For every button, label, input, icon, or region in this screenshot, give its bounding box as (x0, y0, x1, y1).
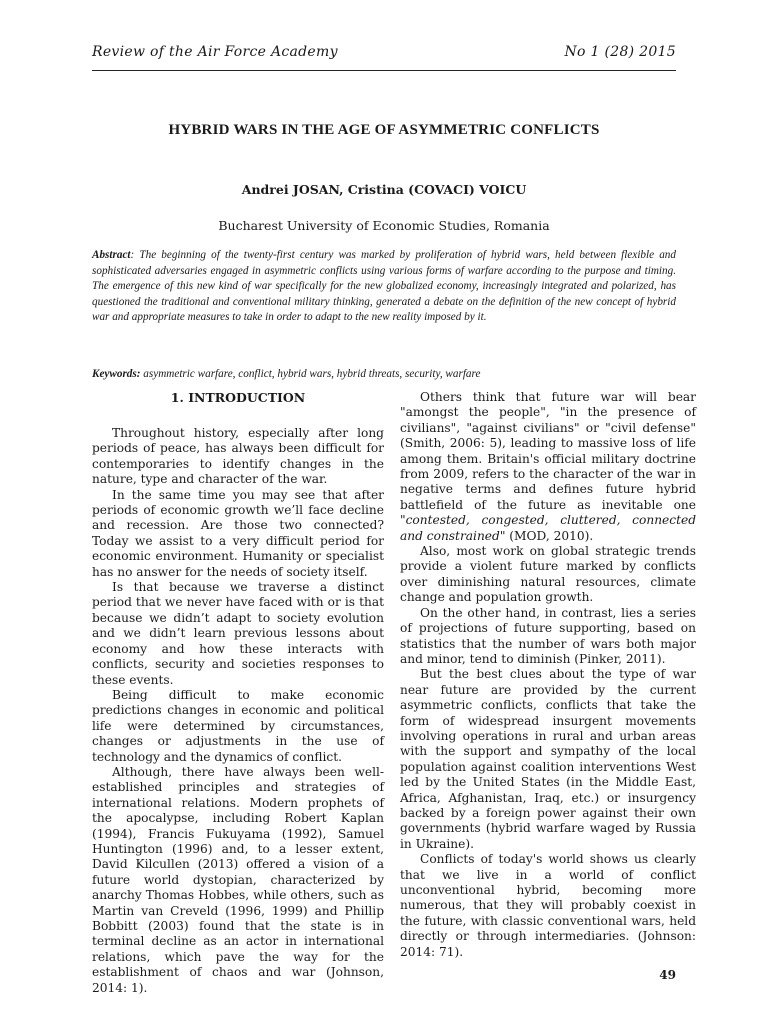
page-number: 49 (659, 968, 676, 982)
paper-authors: Andrei JOSAN, Cristina (COVACI) VOICU (241, 182, 527, 197)
paragraph: Although, there have always been well-established principles and strategies of international relations. Modern prophets of the apocalypse, including Robert Kaplan (1994), Francis Fukuyama (1992), Samuel Huntington (1996) and, to a lesser extent, David Kilcullen (2013) offered a vision of a future world dystopian, characterized by anarchy Thomas Hobbes, while others, such as Martin van Creveld (1996, 1999) and Phillip Bobbitt (2003) found that the state is in terminal decline as an actor in international relations, which pave the way for the establishment of chaos and war (Johnson, 2014: 1). (92, 764, 384, 995)
paragraph: Conflicts of today's world shows us clearly that we live in a world of conflict unconventional hybrid, becoming more numerous, that they will probably coexist in the future, with classic conventional wars, held directly or through intermediaries. (Johnson: 2014: 71). (400, 852, 696, 959)
paragraph: Is that because we traverse a distinct period that we never have faced with or is that because we didn’t adapt to society evolution and we didn’t learn previous lessons about economy and how these interacts with conflicts, security and societies responses to these events. (92, 580, 384, 687)
paragraph: Being difficult to make economic predictions changes in economic and political life were determined by circumstances, changes or adjustments in the use of technology and the dynamics of conflict. (92, 687, 384, 764)
paragraph-text: Others think that future war will bear "amongst the people", "in the presence of civilians", "against civilians" or "civil defense" (Smith, 2006: 5), leading to massive loss of life among them. Britain's official military doctrine from 2009, refers to the character of the war in negative terms and defines future hybrid battlefield of the future as inevitable one " (400, 390, 696, 528)
keywords-label: Keywords: (92, 368, 141, 380)
author-affiliation: Bucharest University of Economic Studies, Romania (218, 218, 550, 233)
abstract (92, 248, 676, 326)
abstract-text: : The beginning of the twenty-first century was marked by proliferation of hybrid wars, held between flexible and sophisticated adversaries engaged in asymmetric conflicts using various forms of warfare according to the purpose and timing. The emergence of this new kind of war specifically for the new globalized economy, increasingly integrated and polarized, has questioned the traditional and conventional military thinking, generated a debate on the definition of the new concept of hybrid war and appropriate measures to take in order to adapt to the new reality imposed by it. (92, 249, 676, 324)
paragraph: Also, most work on global strategic trends provide a violent future marked by conflicts over diminishing natural resources, climate change and population growth. (400, 544, 696, 605)
issue-number: No 1 (28) 2015 (564, 44, 676, 60)
keywords (92, 367, 676, 382)
section-heading: 1. INTRODUCTION (170, 390, 306, 405)
paragraph: But the best clues about the type of war near future are provided by the current asymmetric conflicts, conflicts that take the form of widespread insurgent movements involving operations in rural and urban areas with the support and sympathy of the local population against coalition interventions West led by the United States (in the Middle East, Africa, Afghanistan, Iraq, etc.) or insurgency backed by a foreign power against their own governments (hybrid warfare waged by Russia in Ukraine). (400, 667, 696, 851)
quoted-phrase: contested, congested, cluttered, connected and constrained (400, 513, 696, 543)
paragraph: In the same time you may see that after periods of economic growth we’ll face decline and recession. Are those two connected? Today we assist to a very difficult period for economic environment. Humanity or specialist has no answer for the needs of society itself. (92, 487, 384, 579)
paragraph: Throughout history, especially after long periods of peace, has always been difficult for contemporaries to identify changes in the nature, type and character of the war. (92, 426, 384, 487)
running-header (92, 44, 676, 71)
paper-title: HYBRID WARS IN THE AGE OF ASYMMETRIC CONFLICTS (168, 122, 600, 138)
paragraph (400, 390, 696, 544)
abstract-label: Abstract (92, 249, 131, 261)
left-column (92, 390, 384, 996)
paragraph: On the other hand, in contrast, lies a series of projections of future supporting, based on statistics that the number of wars both major and minor, tend to diminish (Pinker, 2011). (400, 605, 696, 666)
journal-name: Review of the Air Force Academy (92, 44, 338, 60)
keywords-text: asymmetric warfare, conflict, hybrid wars, hybrid threats, security, warfare (140, 368, 481, 380)
right-column (400, 390, 696, 960)
paragraph-text: " (MOD, 2010). (499, 528, 594, 543)
